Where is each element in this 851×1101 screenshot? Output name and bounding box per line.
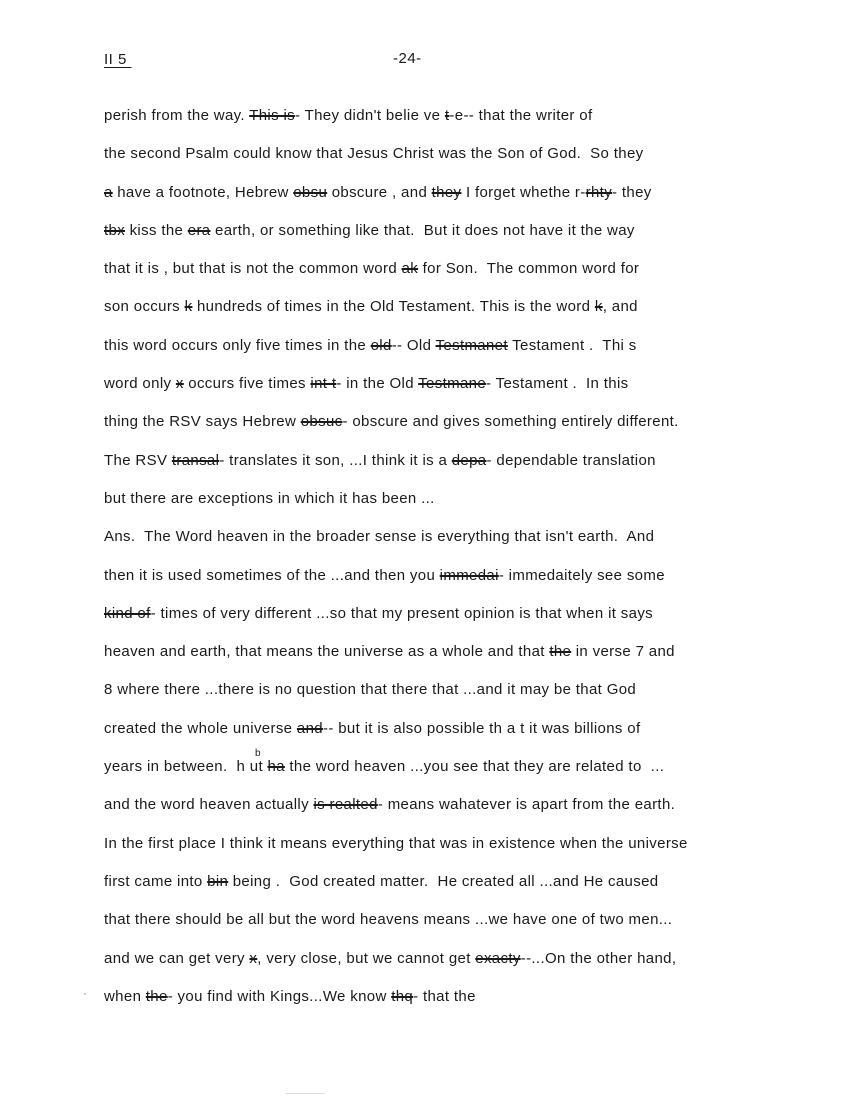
text-run: - means wahatever is apart from the earth. — [377, 796, 676, 814]
struck-text: bin — [207, 872, 229, 890]
text-run: son occurs — [104, 298, 185, 316]
section-label: II 5 — [104, 51, 132, 68]
text-run: - translates it son, ...I think it is a — [219, 451, 452, 469]
text-line — [104, 872, 824, 910]
struck-text: Testmanet — [435, 336, 508, 354]
text-line — [104, 719, 824, 757]
text-line — [104, 144, 824, 182]
struck-text: obsu — [293, 183, 328, 201]
struck-text: the — [145, 987, 168, 1005]
text-run: In the first place I think it means everything that was in existence when the universe — [104, 834, 688, 852]
struck-text: transal — [171, 451, 220, 469]
struck-text: exacty — [475, 949, 521, 967]
text-run: --...On the other hand, — [520, 949, 677, 967]
struck-text: old — [370, 336, 392, 354]
text-line — [104, 834, 824, 872]
text-run: have a footnote, Hebrew — [112, 183, 294, 201]
text-run: first came into — [104, 872, 208, 890]
text-run: perish from the way. — [104, 107, 250, 124]
text-line — [104, 374, 824, 412]
text-run: and the word heaven actually — [104, 796, 314, 814]
text-run: hundreds of times in the Old Testament. This is the word — [192, 298, 595, 316]
struck-text: tbx — [104, 221, 126, 239]
scan-speck — [285, 1093, 325, 1094]
text-run: - obscure and gives something entirely different. — [342, 413, 679, 431]
text-line — [104, 221, 824, 259]
text-line — [104, 642, 824, 680]
text-run: 8 where there ...there is no question that there that ...and it may be that God — [104, 681, 637, 699]
struck-text: they — [431, 183, 462, 201]
text-run: this word occurs only five times in the — [104, 336, 371, 354]
text-run: , very close, but we cannot get — [257, 949, 476, 967]
struck-text: rhty — [585, 183, 613, 201]
text-run: - that the — [413, 987, 476, 1005]
scan-speck — [84, 993, 86, 995]
text-run: - immedaitely see some — [498, 566, 665, 584]
struck-text: depa — [451, 451, 487, 469]
text-run: when — [104, 987, 146, 1005]
text-run: -e-- that the writer of — [449, 107, 593, 124]
text-run: I forget whethe r- — [461, 183, 586, 201]
struck-text: x — [249, 949, 258, 967]
text-run: -- Old — [391, 336, 436, 354]
text-line — [104, 604, 824, 642]
text-run: occurs five times — [183, 375, 311, 393]
text-run: , and — [602, 298, 638, 316]
interlinear-insertion: b — [255, 748, 261, 759]
text-run: -- but it is also possible th a t it was billions of — [322, 719, 641, 737]
text-line — [104, 949, 824, 987]
struck-text: the — [549, 643, 572, 661]
text-line — [104, 527, 824, 565]
text-run: but there are exceptions in which it has been ... — [104, 489, 435, 507]
struck-text: k — [594, 298, 603, 316]
text-run: - they — [612, 183, 652, 201]
text-run: - dependable translation — [486, 451, 656, 469]
text-run: obscure , and — [327, 183, 432, 201]
struck-text: obsuc — [300, 413, 343, 431]
text-line — [104, 566, 824, 604]
text-run: years in between. h ut — [104, 758, 268, 776]
text-run: - They didn't belie ve — [294, 107, 445, 124]
text-run: - in the Old — [336, 375, 419, 393]
text-run: in verse 7 and — [571, 643, 675, 661]
struck-text: Testmane — [418, 375, 487, 393]
struck-text: is realted — [313, 796, 378, 814]
struck-text: This is — [249, 107, 295, 124]
struck-text: a — [104, 183, 113, 201]
page-number: -24- — [393, 50, 422, 67]
text-run: Testament . Thi s — [507, 336, 637, 354]
text-run: created the whole universe — [104, 719, 297, 737]
text-line — [104, 757, 824, 795]
text-run: - you find with Kings...We know — [167, 987, 392, 1005]
text-line — [104, 680, 824, 718]
text-run: earth, or something like that. But it does not have it the way — [210, 221, 635, 239]
text-line — [104, 489, 824, 527]
text-run: and we can get very — [104, 949, 250, 967]
text-run: The RSV — [104, 451, 172, 469]
text-line — [104, 451, 824, 489]
text-run: heaven and earth, that means the universe as a whole and that — [104, 643, 550, 661]
struck-text: ak — [401, 260, 419, 278]
text-line — [104, 183, 824, 221]
text-run: kiss the — [125, 221, 188, 239]
struck-text: immedai — [439, 566, 499, 584]
text-run: - times of very different ...so that my present opinion is that when it says — [150, 604, 654, 622]
text-run: that there should be all but the word heavens means ...we have one of two men... — [104, 911, 673, 929]
text-run: word only — [104, 375, 176, 393]
text-line — [104, 412, 824, 450]
text-line — [104, 987, 824, 1025]
text-line — [104, 259, 824, 297]
transcript-body — [104, 106, 824, 1025]
struck-text: era — [187, 221, 211, 239]
text-run: then it is used sometimes of the ...and then you — [104, 566, 440, 584]
struck-text: x — [175, 375, 184, 393]
text-run: that it is , but that is not the common word — [104, 260, 402, 278]
text-run: the second Psalm could know that Jesus Christ was the Son of God. So they — [104, 145, 644, 163]
text-run: Ans. The Word heaven in the broader sense is everything that isn't earth. And — [104, 528, 655, 546]
struck-text: t — [444, 107, 450, 124]
text-line — [104, 106, 824, 144]
text-run: for Son. The common word for — [418, 260, 640, 278]
struck-text: kind of — [104, 604, 151, 622]
struck-text: int t — [310, 375, 337, 393]
text-line — [104, 910, 824, 948]
struck-text: k — [184, 298, 193, 316]
struck-text: ha — [267, 758, 285, 776]
text-line — [104, 795, 824, 833]
text-run: the word heaven ...you see that they are related to ... — [284, 758, 665, 776]
text-line — [104, 336, 824, 374]
text-run: being . God created matter. He created all ...and He caused — [228, 872, 659, 890]
text-line — [104, 297, 824, 335]
text-run: thing the RSV says Hebrew — [104, 413, 301, 431]
text-run: - Testament . In this — [486, 375, 629, 393]
struck-text: and — [296, 719, 323, 737]
struck-text: thq — [391, 987, 414, 1005]
